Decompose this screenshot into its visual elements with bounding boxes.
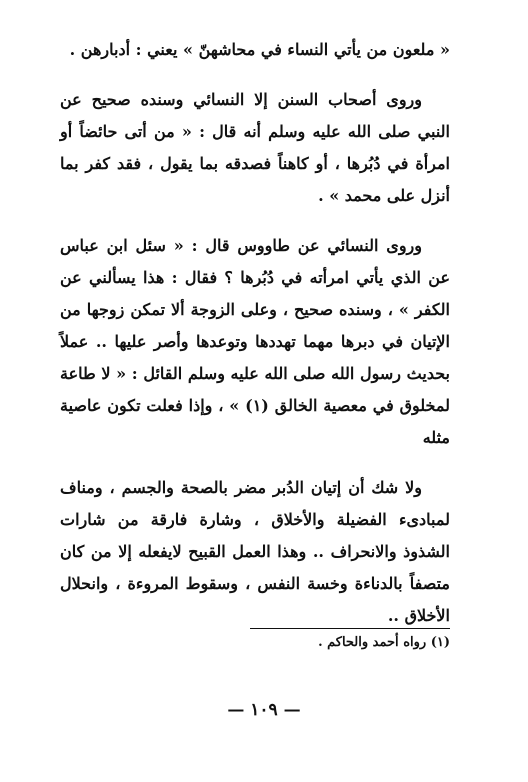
footnote-divider (250, 628, 450, 629)
footnote: (١) رواه أحمد والحاكم . (318, 635, 450, 650)
paragraph-3: وروى النسائي عن طاووس قال : « سئل ابن عباس عن الذي يأتي امرأته في دُبُرها ؟ فقال : هذا يسألني عن الكفر » ، وسنده صحيح ، وعلى الزوجة ألا تمكن زوجها من الإتيان في دبرها مهما تهددها وتوعدها وأصر عليها .. عملاً بحديث رسول الله صلى الله عليه وسلم القائل : « لا طاعة لمخلوق في معصية الخالق (١) » ، وإذا فعلت تكون عاصية مثله (60, 236, 451, 447)
paragraph-2: وروى أصحاب السنن إلا النسائي وسنده صحيح عن النبي صلى الله عليه وسلم أنه قال : « من أتى حائضاً أو امرأة في دُبُرها ، أو كاهناً فصدقه بما يقول ، فقد كفر بما أنزل على محمد » . (60, 90, 450, 205)
paragraph-1: « ملعون من يأتي النساء في محاشهنّ » يعني : أدبارهن . (69, 40, 450, 59)
page-number: — ١٠٩ — (227, 700, 301, 720)
body-text (60, 34, 450, 650)
paragraph-4: ولا شك أن إتيان الدُبر مضر بالصحة والجسم ، ومناف لمبادىء الفضيلة والأخلاق ، وشارة فارقة من شارات الشذوذ والانحراف .. وهذا العمل القبيح لايفعله إلا من كان متصفاً بالدناءة وخسة النفس ، وسقوط المروءة ، وانحلال الأخلاق .. (60, 478, 450, 625)
